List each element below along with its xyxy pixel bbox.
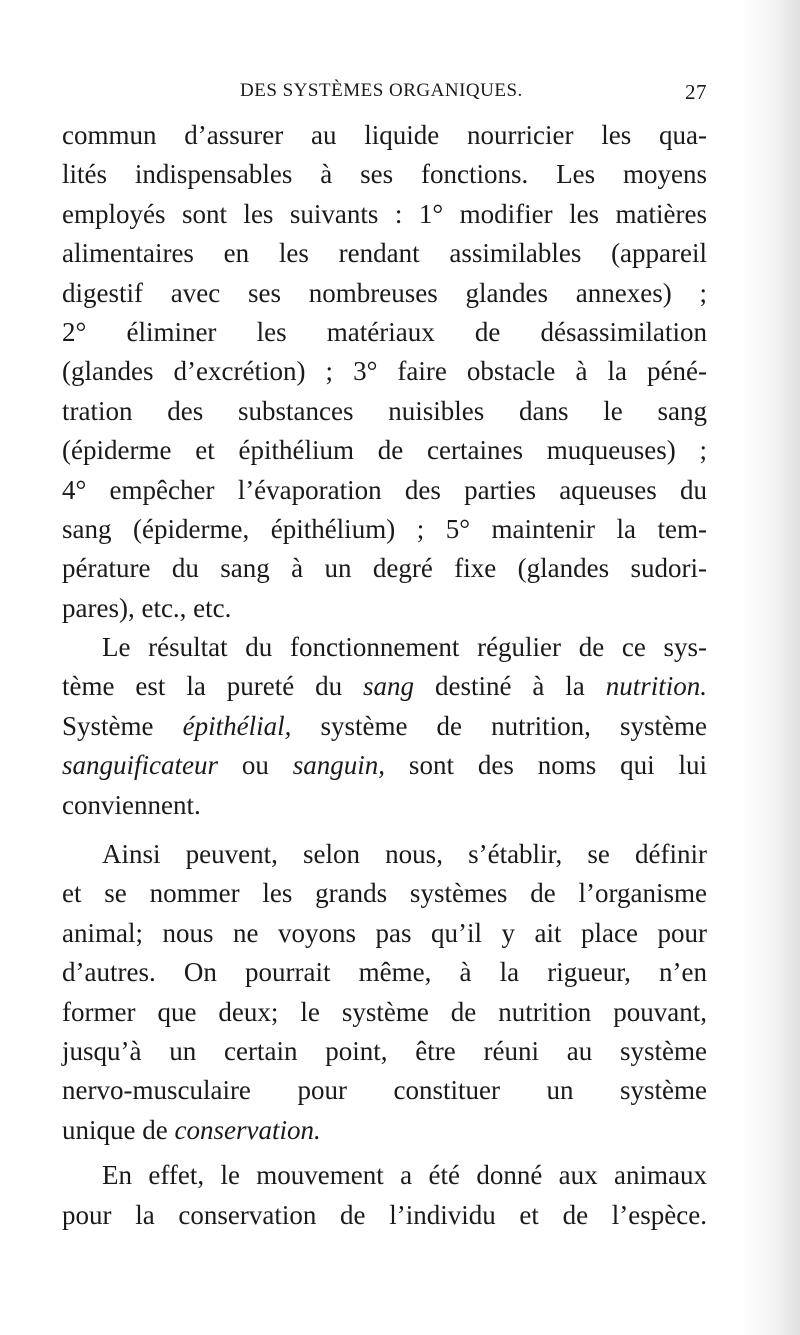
text-run: sont des noms qui lui	[385, 750, 708, 781]
text-line: nervo-musculaire pour constituer un système	[62, 1075, 707, 1106]
text-line: 4° empêcher l’évaporation des parties aqueuses du	[62, 474, 707, 505]
text-line: former que deux; le système de nutrition pouvant,	[62, 996, 707, 1027]
text-line: Le résultat du fonctionnement régulier de ce sys-	[102, 632, 707, 663]
text-run: unique de	[62, 1114, 175, 1145]
italic-term: conservation.	[174, 1114, 321, 1145]
paragraph	[62, 1156, 707, 1235]
text-line: conviennent.	[62, 789, 201, 820]
text-line	[62, 667, 707, 706]
italic-term: épithélial,	[182, 710, 292, 741]
italic-term: sanguificateur	[62, 750, 218, 781]
text-line: sang (épiderme, épithélium) ; 5° maintenir la tem-	[62, 513, 707, 544]
text-line: tration des substances nuisibles dans le sang	[62, 395, 707, 426]
italic-term: sanguin,	[292, 750, 386, 781]
text-run: Système	[62, 710, 183, 741]
book-page	[62, 78, 707, 1235]
text-line	[62, 1111, 707, 1150]
text-run: ou	[218, 750, 293, 781]
text-run: système de nutrition, système	[291, 710, 707, 741]
italic-term: sang	[363, 671, 415, 702]
text-line: d’autres. On pourrait même, à la rigueur, n’en	[62, 957, 707, 988]
text-line: animal; nous ne voyons pas qu’il y ait place pour	[62, 917, 707, 948]
text-line: alimentaires en les rendant assimilables (appareil	[62, 238, 707, 269]
text-line	[62, 746, 707, 785]
text-line: (épiderme et épithélium de certaines muqueuses) ;	[62, 435, 707, 466]
running-head	[62, 78, 707, 110]
text-line: employés sont les suivants : 1° modifier les matières	[62, 198, 707, 229]
page-shadow	[740, 0, 800, 1335]
text-run: tème est la pureté du	[62, 671, 364, 702]
paragraph	[62, 835, 707, 1150]
text-line: jusqu’à un certain point, être réuni au système	[62, 1035, 707, 1066]
text-line: digestif avec ses nombreuses glandes annexes) ;	[62, 277, 707, 308]
paragraph	[62, 116, 707, 628]
text-line: pérature du sang à un degré fixe (glandes sudori-	[62, 553, 707, 584]
text-line: commun d’assurer au liquide nourricier les qua-	[62, 120, 707, 150]
text-line: (glandes d’excrétion) ; 3° faire obstacle à la péné-	[62, 356, 707, 387]
text-line: En effet, le mouvement a été donné aux animaux	[102, 1160, 707, 1191]
body-text	[62, 116, 707, 1235]
text-run: destiné à la	[414, 671, 606, 702]
text-line	[62, 707, 707, 746]
italic-term: nutrition.	[605, 671, 707, 702]
paragraph	[62, 628, 707, 825]
text-line: pour la conservation de l’individu et de l’espèce.	[62, 1199, 707, 1230]
running-title: DES SYSTÈMES ORGANIQUES.	[240, 80, 523, 101]
text-line: 2° éliminer les matériaux de désassimilation	[62, 316, 707, 347]
page-number: 27	[685, 80, 707, 104]
text-line: lités indispensables à ses fonctions. Les moyens	[62, 159, 707, 190]
text-line: Ainsi peuvent, selon nous, s’établir, se définir	[102, 839, 707, 870]
text-line: et se nommer les grands systèmes de l’organisme	[62, 878, 707, 909]
text-line: pares), etc., etc.	[62, 592, 232, 623]
